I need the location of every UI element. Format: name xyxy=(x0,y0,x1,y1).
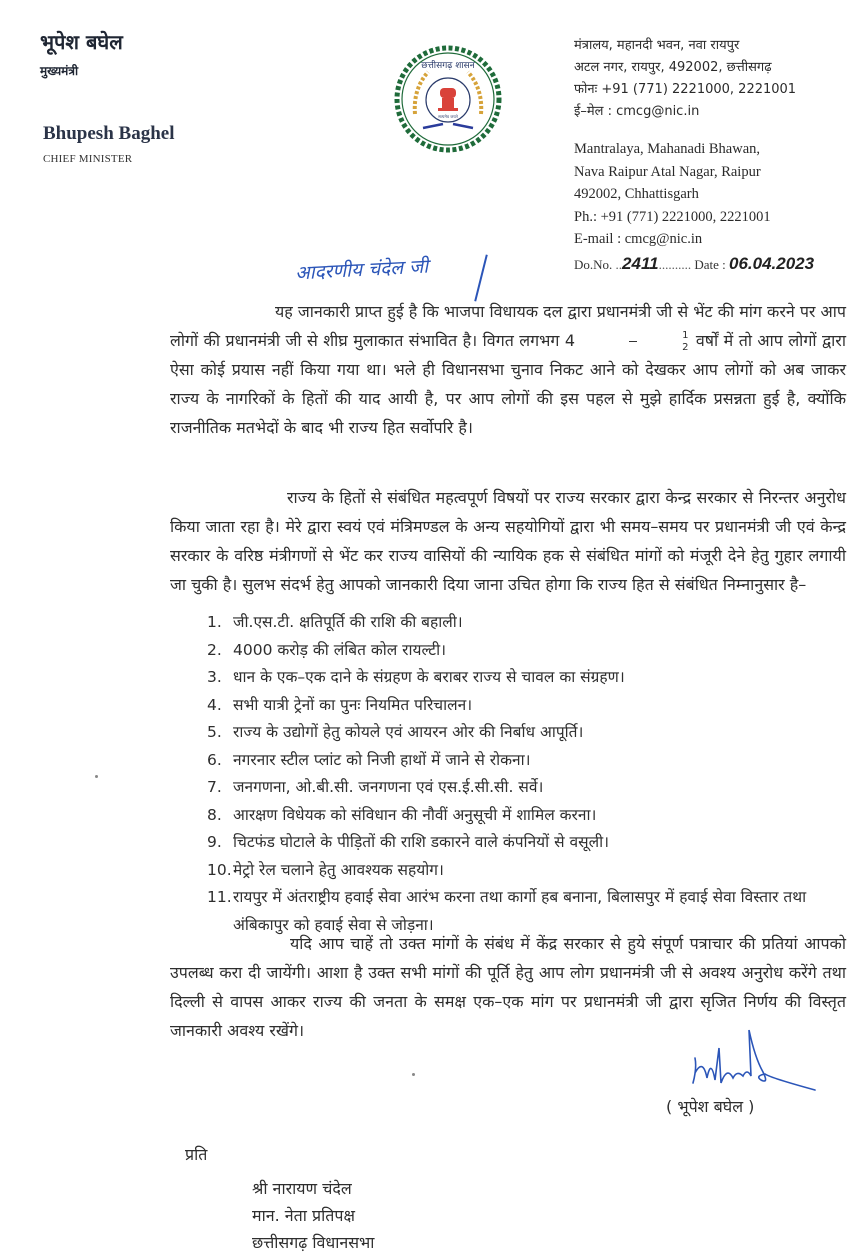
date-label: Date : xyxy=(694,257,726,272)
list-number: 2. xyxy=(207,640,222,659)
list-number: 7. xyxy=(207,778,222,796)
list-item xyxy=(207,802,837,830)
list-text: चिटफंड घोटाले के पीड़ितों की राशि डकारने वाले कंपनियों से वसूली। xyxy=(233,833,609,851)
address-english-email: E-mail : cmcg@nic.in xyxy=(574,231,703,247)
list-item xyxy=(207,719,837,747)
list-text: नगरनार स्टील प्लांट को निजी हाथों में जाने से रोकना। xyxy=(233,750,531,769)
list-item xyxy=(207,829,837,857)
list-text: मेट्रो रेल चलाने हेतु आवश्यक सहयोग। xyxy=(233,860,444,879)
list-text: जनगणना, ओ.बी.सी. जनगणना एवं एस.ई.सी.सी. सर्वे। xyxy=(233,778,544,796)
list-item xyxy=(207,747,837,775)
list-text: रायपुर में अंतराष्ट्रीय हवाई सेवा आरंभ करना तथा कार्गो हब बनाना, बिलासपुर में हवाई सेवा विस्तार तथा अंबिकापुर को हवाई सेवा से जोड़ना। xyxy=(233,888,807,934)
date-value: 06.04.2023 xyxy=(729,254,815,273)
list-number: 8. xyxy=(207,805,222,824)
fraction-half xyxy=(577,330,688,353)
address-english-phone: Ph.: +91 (771) 2221000, 2221001 xyxy=(574,208,771,225)
body-paragraph-3: यदि आप चाहें तो उक्त मांगों के संबंध में केंद्र सरकार से हुये संपूर्ण पत्राचार की प्रतियां आपको उपलब्ध करा दी जायेंगी। आशा है उक्त सभी मांगों की पूर्ति हेतु आप लोग प्रधानमंत्री जी से अवश्य अनुरोध करेंगे तथा दिल्ली से वापस आकर राज्य की जनता के समक्ष एक–एक मांग पर प्रधानमंत्री जी द्वारा सृजित निर्णय की विस्तृत जानकारी अवश्य रखेंगे। xyxy=(170,934,846,1040)
list-item xyxy=(207,857,837,885)
address-english-line: Mantralaya, Mahanadi Bhawan, xyxy=(574,141,761,157)
list-number: 11. xyxy=(207,888,232,906)
sender-designation-english: CHIEF MINISTER xyxy=(43,153,133,165)
list-number: 1. xyxy=(207,613,222,631)
emblem-motto: सत्यमेव जयते xyxy=(438,114,458,119)
address-english-block xyxy=(574,138,771,251)
demands-list xyxy=(207,609,837,939)
address-hindi-line: मंत्रालय, महानदी भवन, नवा रायपुर xyxy=(574,38,740,53)
emblem-icon xyxy=(393,44,503,154)
list-number: 6. xyxy=(207,750,222,769)
signature-scribble xyxy=(685,1028,825,1098)
body-paragraph-2: राज्य के हितों से संबंधित महत्वपूर्ण विषयों पर राज्य सरकार द्वारा केन्द्र सरकार से निरन्तर अनुरोध किया जाता रहा है। मेरे द्वारा स्वयं एवं मंत्रिमण्डल के अन्य सहयोगियों द्वारा भी समय–समय पर प्रधानमंत्री जी एवं केन्द्र सरकार के वरिष्ठ मंत्रीगणों से भेंट कर राज्य वासियों की न्यायिक हक से संबंधित मांगों को मंजूरी देने हेतु गुहार लगायी जा चुकी है। सुलभ संदर्भ हेतु आपको जानकारी दिया जाना उचित होगा कि राज्य हित से संबंधित निम्नानुसार है– xyxy=(170,488,846,594)
address-hindi-line: अटल नगर, रायपुर, 492002, छत्तीसगढ़ xyxy=(574,60,772,75)
list-item xyxy=(207,664,837,692)
dotted-fill: .......... xyxy=(658,257,692,272)
handwritten-salutation: आदरणीय चंदेल जी xyxy=(294,255,429,285)
address-english-line: Nava Raipur Atal Nagar, Raipur xyxy=(574,163,761,180)
dotted-fill: .. xyxy=(615,257,623,272)
sender-designation-hindi: मुख्यमंत्री xyxy=(40,64,79,78)
body-paragraph-1 xyxy=(170,297,846,442)
recipient-designation: मान. नेता प्रतिपक्ष xyxy=(252,1206,355,1225)
fraction-denominator: 2 xyxy=(682,342,689,353)
recipient-name: श्री नारायण चंदेल xyxy=(252,1179,352,1198)
list-text: जी.एस.टी. क्षतिपूर्ति की राशि की बहाली। xyxy=(233,613,463,631)
para1-text-a: यह जानकारी प्राप्त हुई है कि भाजपा विधायक दल द्वारा प्रधानमंत्री जी से भेंट की मांग करने पर आप लोगों की प्रधानमंत्री जी से शीघ्र मुलाकात संभावित है। विगत लगभग 4 xyxy=(170,302,846,350)
list-number: 4. xyxy=(207,695,222,714)
list-text: राज्य के उद्योगों हेतु कोयले एवं आयरन ओर की निर्बाध आपूर्ति। xyxy=(233,723,584,741)
list-text: आरक्षण विधेयक को संविधान की नौवीं अनुसूची में शामिल करना। xyxy=(233,805,597,824)
list-text: सभी यात्री ट्रेनों का पुनः नियमित परिचालन। xyxy=(233,695,473,714)
recipient-organization: छत्तीसगढ़ विधानसभा xyxy=(252,1233,375,1252)
sender-name-hindi: भूपेश बघेल xyxy=(40,30,123,54)
list-item xyxy=(207,609,837,637)
list-item xyxy=(207,692,837,720)
recipient-label: प्रति xyxy=(185,1145,208,1164)
address-hindi-email: ई–मेल : cmcg@nic.in xyxy=(574,104,700,119)
fraction-numerator: 1 xyxy=(682,330,689,341)
list-item xyxy=(207,637,837,665)
address-hindi-line: फोनः +91 (771) 2221000, 2221001 xyxy=(574,82,797,97)
emblem-top-text: छत्तीसगढ़ शासन xyxy=(421,61,475,71)
chhattisgarh-emblem-logo xyxy=(393,44,503,154)
para1-text-b: वर्षों में तो आप लोगों द्वारा ऐसा कोई प्रयास नहीं किया गया था। भले ही विधानसभा चुनाव निकट आने को देखकर आप लोगों को अब जाकर राज्य के नागरिकों के हितों की याद आयी है, पर आप लोगों की इस पहल से मुझे हार्दिक प्रसन्नता हुई है, क्योंकि राजनीतिक मतभेदों के बाद भी राज्य हित सर्वोपरि है। xyxy=(170,331,846,437)
list-number: 5. xyxy=(207,723,222,741)
list-number: 3. xyxy=(207,668,222,686)
do-no-value: 2411 xyxy=(622,254,659,273)
salutation-pen-stroke xyxy=(474,254,488,301)
signatory-name: ( भूपेश बघेल ) xyxy=(666,1097,755,1116)
list-text: 4000 करोड़ की लंबित कोल रायल्टी। xyxy=(233,640,446,659)
list-text: धान के एक–एक दाने के संग्रहण के बराबर राज्य से चावल का संग्रहण। xyxy=(233,668,625,686)
list-item xyxy=(207,774,837,802)
signature-icon xyxy=(685,1028,825,1098)
scan-speck xyxy=(95,775,98,778)
scan-speck xyxy=(412,1073,415,1076)
do-no-label: Do.No. xyxy=(574,257,613,272)
sender-name-english: Bhupesh Baghel xyxy=(43,123,175,144)
address-hindi-block xyxy=(574,35,796,123)
reference-line xyxy=(574,254,814,274)
list-number: 9. xyxy=(207,833,222,851)
address-english-line: 492002, Chhattisgarh xyxy=(574,186,699,202)
list-number: 10. xyxy=(207,860,232,879)
